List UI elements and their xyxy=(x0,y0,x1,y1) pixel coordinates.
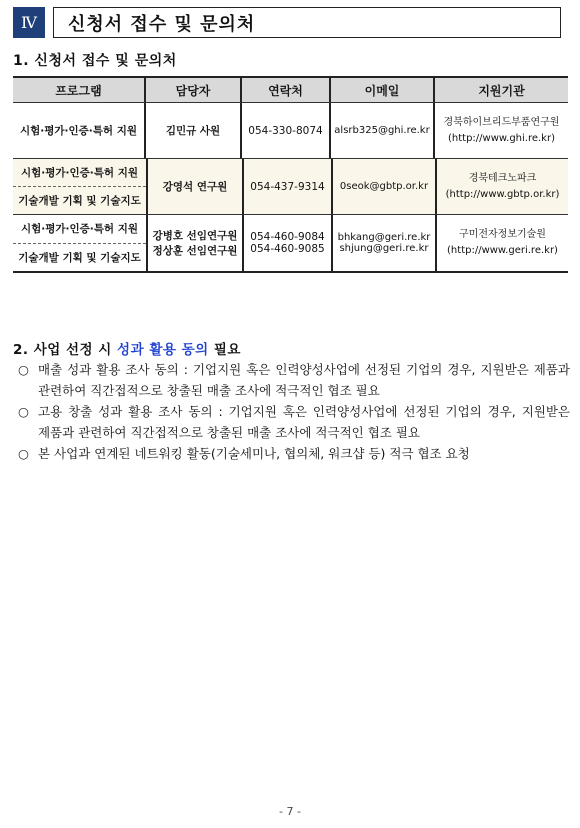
phone-cell xyxy=(244,159,333,214)
header-email: 이메일 xyxy=(331,78,435,102)
email-cell xyxy=(333,159,437,214)
table-row xyxy=(13,215,568,271)
section2-suffix: 필요 xyxy=(208,342,241,358)
header-phone: 연락처 xyxy=(242,78,331,102)
table-row xyxy=(13,103,568,159)
header-org: 지원기관 xyxy=(478,83,525,98)
org-cell xyxy=(435,103,568,158)
circle-bullet-icon: ○ xyxy=(18,446,29,461)
email-address: 0seok@gbtp.or.kr xyxy=(339,181,429,192)
org-url: (http://www.ghi.re.kr) xyxy=(447,132,555,144)
org-name: 경북테크노파크 xyxy=(468,172,537,184)
org-url: (http://www.geri.re.kr) xyxy=(447,245,558,256)
contact-name: 강병호 선임연구원 xyxy=(152,230,238,242)
list-item xyxy=(18,443,570,464)
program-cell xyxy=(13,159,148,214)
program-item: 시험·평가·인증·특허 지원 xyxy=(13,159,146,187)
header-program: 프로그램 xyxy=(13,78,146,102)
phone-number: 054-460-9085 xyxy=(250,243,325,255)
phone-cell xyxy=(242,103,331,158)
section2-prefix: 2. 사업 선정 시 xyxy=(13,342,118,358)
email-cell xyxy=(333,215,437,271)
org-url: (http://www.gbtp.or.kr) xyxy=(445,188,560,200)
email-address: alsrb325@ghi.re.kr xyxy=(334,125,430,136)
header-contact: 담당자 xyxy=(146,78,242,102)
phone-cell xyxy=(244,215,333,271)
section2-highlight: 성과 활용 동의 xyxy=(117,342,209,358)
phone-number: 054-437-9314 xyxy=(250,180,325,193)
contact-cell xyxy=(146,103,242,158)
phone-number: 054-460-9084 xyxy=(250,231,325,243)
section-number: Ⅳ xyxy=(13,7,45,38)
bullet-list xyxy=(18,359,570,464)
section2-title xyxy=(13,338,241,358)
contact-name: 김민규 사원 xyxy=(165,125,221,137)
org-cell xyxy=(437,159,568,214)
program-item: 기술개발 기획 및 기술지도 xyxy=(18,251,141,264)
org-name: 구미전자정보기술원 xyxy=(459,229,546,240)
email-address: shjung@geri.re.kr xyxy=(339,243,429,254)
list-item xyxy=(18,359,570,401)
page-number: - 7 - xyxy=(279,805,301,818)
circle-bullet-icon: ○ xyxy=(18,362,29,377)
program-item: 기술개발 기획 및 기술지도 xyxy=(18,195,141,207)
contact-table xyxy=(13,76,568,273)
bullet-text: 본 사업과 연계된 네트워킹 활동(기술세미나, 협의체, 워크샵 등) 적극 협조 요청 xyxy=(38,446,470,461)
bullet-text: 고용 창출 성과 활용 조사 동의 : 기업지원 혹은 인력양성사업에 선정된 기업의 경우, 지원받은 제품과 관련하여 직간접적으로 창출된 매출 조사에 적극적인 협조 필요 xyxy=(38,404,570,440)
section1-title: 1. 신청서 접수 및 문의처 xyxy=(13,53,177,69)
contact-name: 정상훈 선임연구원 xyxy=(152,245,238,257)
org-cell xyxy=(437,215,568,271)
table-row xyxy=(13,159,568,215)
contact-name: 강영석 연구원 xyxy=(162,181,228,193)
program-item: 시험·평가·인증·특허 지원 xyxy=(13,215,146,244)
bullet-text: 매출 성과 활용 조사 동의 : 기업지원 혹은 인력양성사업에 선정된 기업의 경우, 지원받은 제품과 관련하여 직간접적으로 창출된 매출 조사에 적극적인 협조 필요 xyxy=(38,362,570,398)
phone-number: 054-330-8074 xyxy=(248,124,323,137)
list-item xyxy=(18,401,570,443)
table-header-row xyxy=(13,78,568,103)
program-cell xyxy=(13,215,148,271)
page-title: 신청서 접수 및 문의처 xyxy=(53,7,561,38)
email-cell xyxy=(331,103,435,158)
section-header xyxy=(13,7,561,38)
circle-bullet-icon: ○ xyxy=(18,404,29,419)
email-address: bhkang@geri.re.kr xyxy=(337,232,431,243)
program-cell: 시험·평가·인증·특허 지원 xyxy=(13,103,146,158)
org-name: 경북하이브리드부품연구원 xyxy=(443,116,560,128)
contact-cell xyxy=(148,215,244,271)
contact-cell xyxy=(148,159,244,214)
